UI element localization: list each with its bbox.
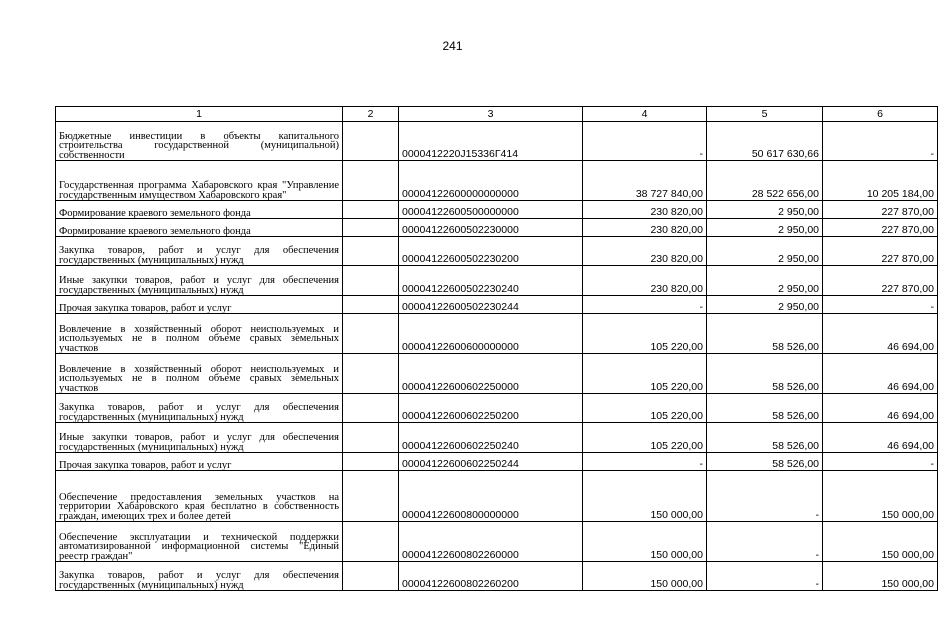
column-header: 4	[583, 107, 707, 122]
value-col-5: 2 950,00	[707, 237, 823, 266]
table-row	[56, 471, 938, 522]
row-name: Закупка товаров, работ и услуг для обеспечения государственных (муниципальных) нужд	[56, 394, 343, 423]
column-2-cell	[343, 201, 399, 219]
column-header: 1	[56, 107, 343, 122]
table-row	[56, 314, 938, 354]
value-col-5: 58 526,00	[707, 394, 823, 423]
table-row	[56, 296, 938, 314]
row-name: Прочая закупка товаров, работ и услуг	[56, 296, 343, 314]
column-2-cell	[343, 266, 399, 296]
value-col-6: 227 870,00	[823, 201, 938, 219]
budget-code: 00004122600602250000	[399, 354, 583, 394]
page-number: 241	[442, 39, 463, 53]
budget-code: 00004122600502230244	[399, 296, 583, 314]
column-2-cell	[343, 219, 399, 237]
value-col-4: -	[583, 296, 707, 314]
value-col-6: 150 000,00	[823, 522, 938, 562]
value-col-6: 10 205 184,00	[823, 161, 938, 201]
value-col-5: 50 617 630,66	[707, 122, 823, 161]
value-col-6: 227 870,00	[823, 219, 938, 237]
column-2-cell	[343, 471, 399, 522]
budget-code: 00004122600502230000	[399, 219, 583, 237]
value-col-4: 105 220,00	[583, 423, 707, 453]
value-col-4: -	[583, 122, 707, 161]
row-name: Иные закупки товаров, работ и услуг для обеспечения государственных (муниципальных) нужд	[56, 423, 343, 453]
budget-code: 00004122600502230240	[399, 266, 583, 296]
value-col-6: 227 870,00	[823, 266, 938, 296]
budget-code: 00004122600802260000	[399, 522, 583, 562]
value-col-6: -	[823, 453, 938, 471]
budget-code: 00004122600500000000	[399, 201, 583, 219]
value-col-4: 230 820,00	[583, 237, 707, 266]
value-col-4: 230 820,00	[583, 201, 707, 219]
table-row	[56, 219, 938, 237]
column-2-cell	[343, 122, 399, 161]
value-col-4: 105 220,00	[583, 394, 707, 423]
table-row	[56, 423, 938, 453]
budget-code: 00004122600602250240	[399, 423, 583, 453]
value-col-6: -	[823, 296, 938, 314]
table-row	[56, 522, 938, 562]
value-col-6: 46 694,00	[823, 314, 938, 354]
value-col-5: 58 526,00	[707, 354, 823, 394]
table-row	[56, 122, 938, 161]
table-row	[56, 201, 938, 219]
row-name: Государственная программа Хабаровского края "Управление государственным имуществом Хабаровского края"	[56, 161, 343, 201]
row-name: Прочая закупка товаров, работ и услуг	[56, 453, 343, 471]
row-name: Закупка товаров, работ и услуг для обеспечения государственных (муниципальных) нужд	[56, 562, 343, 591]
value-col-5: -	[707, 471, 823, 522]
budget-code: 00004122600600000000	[399, 314, 583, 354]
table-row	[56, 354, 938, 394]
table-row	[56, 237, 938, 266]
budget-code: 00004122600800000000	[399, 471, 583, 522]
value-col-5: 58 526,00	[707, 314, 823, 354]
table-row	[56, 562, 938, 591]
value-col-5: 28 522 656,00	[707, 161, 823, 201]
column-header: 2	[343, 107, 399, 122]
budget-code: 00004122600602250200	[399, 394, 583, 423]
table-row	[56, 266, 938, 296]
value-col-4: 105 220,00	[583, 354, 707, 394]
table-row	[56, 161, 938, 201]
value-col-4: -	[583, 453, 707, 471]
value-col-6: 150 000,00	[823, 562, 938, 591]
value-col-4: 150 000,00	[583, 471, 707, 522]
column-2-cell	[343, 522, 399, 562]
value-col-6: 150 000,00	[823, 471, 938, 522]
column-2-cell	[343, 562, 399, 591]
row-name: Вовлечение в хозяйственный оборот неиспользуемых и используемых не в полном объеме сравых земельных участков	[56, 354, 343, 394]
column-2-cell	[343, 453, 399, 471]
column-2-cell	[343, 314, 399, 354]
value-col-4: 230 820,00	[583, 219, 707, 237]
value-col-4: 38 727 840,00	[583, 161, 707, 201]
budget-code: 00004122600502230200	[399, 237, 583, 266]
value-col-5: 2 950,00	[707, 201, 823, 219]
value-col-5: 58 526,00	[707, 423, 823, 453]
value-col-6: 46 694,00	[823, 354, 938, 394]
table-row	[56, 394, 938, 423]
column-2-cell	[343, 354, 399, 394]
budget-code: 00004122600802260200	[399, 562, 583, 591]
value-col-5: 2 950,00	[707, 219, 823, 237]
column-2-cell	[343, 423, 399, 453]
value-col-6: 46 694,00	[823, 423, 938, 453]
row-name: Бюджетные инвестиции в объекты капитального строительства государственной (муниципальной) собственности	[56, 122, 343, 161]
value-col-5: -	[707, 522, 823, 562]
value-col-5: 2 950,00	[707, 266, 823, 296]
column-header: 3	[399, 107, 583, 122]
value-col-4: 105 220,00	[583, 314, 707, 354]
row-name: Иные закупки товаров, работ и услуг для обеспечения государственных (муниципальных) нужд	[56, 266, 343, 296]
row-name: Закупка товаров, работ и услуг для обеспечения государственных (муниципальных) нужд	[56, 237, 343, 266]
budget-code: 00004122600602250244	[399, 453, 583, 471]
row-name: Формирование краевого земельного фонда	[56, 201, 343, 219]
row-name: Обеспечение эксплуатации и технической поддержки автоматизированной информационной системы "Единый реестр граждан"	[56, 522, 343, 562]
budget-code: 0000412220J15336Г414	[399, 122, 583, 161]
row-name: Обеспечение предоставления земельных участков на территории Хабаровского края бесплатно в собственность граждан, имеющих трех и более детей	[56, 471, 343, 522]
budget-table	[55, 106, 938, 591]
column-2-cell	[343, 237, 399, 266]
row-name: Вовлечение в хозяйственный оборот неиспользуемых и используемых не в полном объеме сравых земельных участков	[56, 314, 343, 354]
header-row	[56, 107, 938, 122]
column-2-cell	[343, 296, 399, 314]
value-col-6: 46 694,00	[823, 394, 938, 423]
value-col-6: -	[823, 122, 938, 161]
value-col-4: 150 000,00	[583, 522, 707, 562]
column-2-cell	[343, 161, 399, 201]
column-header: 6	[823, 107, 938, 122]
value-col-4: 230 820,00	[583, 266, 707, 296]
value-col-5: -	[707, 562, 823, 591]
row-name: Формирование краевого земельного фонда	[56, 219, 343, 237]
value-col-4: 150 000,00	[583, 562, 707, 591]
table-row	[56, 453, 938, 471]
value-col-5: 2 950,00	[707, 296, 823, 314]
column-header: 5	[707, 107, 823, 122]
budget-code: 00004122600000000000	[399, 161, 583, 201]
column-2-cell	[343, 394, 399, 423]
value-col-5: 58 526,00	[707, 453, 823, 471]
value-col-6: 227 870,00	[823, 237, 938, 266]
